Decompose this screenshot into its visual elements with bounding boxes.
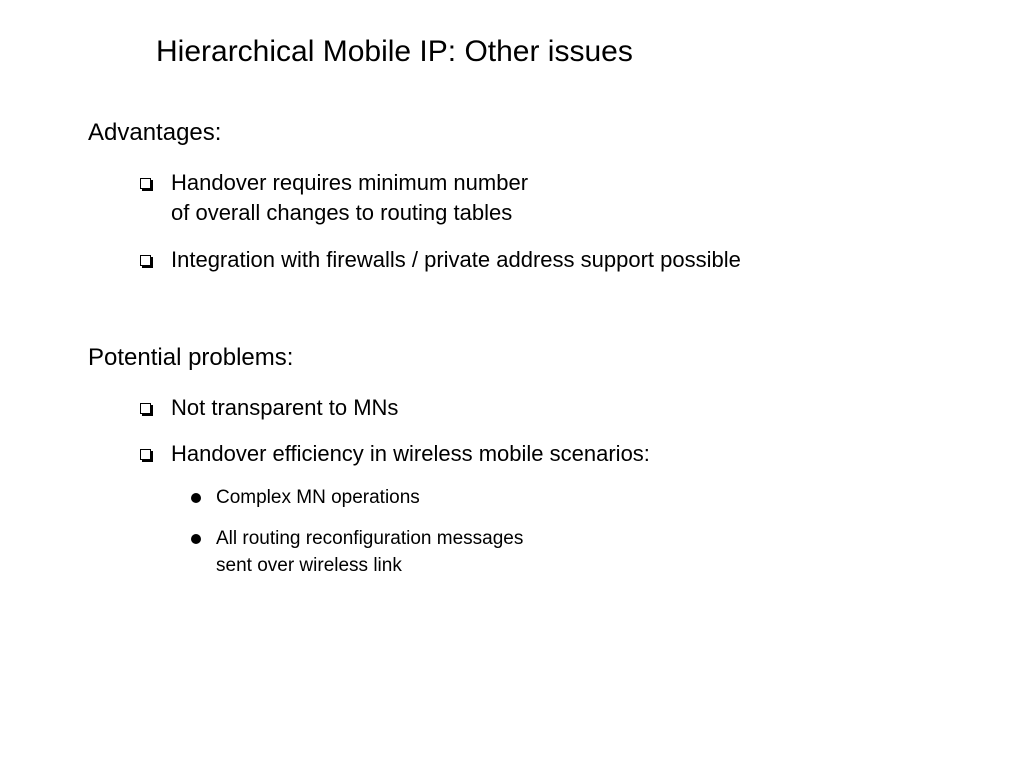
sub-item-text	[216, 484, 420, 511]
round-bullet-icon	[191, 534, 201, 544]
advantages-heading: Advantages:	[88, 119, 222, 146]
sub-item-text	[216, 525, 523, 579]
advantage-item-text	[171, 245, 741, 275]
problem-item-text	[171, 439, 650, 469]
square-bullet-icon	[140, 403, 151, 414]
advantage-item-line: Integration with firewalls / private address support possible	[171, 247, 741, 272]
problems-heading: Potential problems:	[88, 344, 294, 371]
problem-item-line: Handover efficiency in wireless mobile scenarios:	[171, 441, 650, 466]
square-bullet-icon	[140, 449, 151, 460]
advantage-item-text	[171, 168, 528, 228]
sub-item-line: Complex MN operations	[216, 487, 420, 508]
round-bullet-icon	[191, 493, 201, 503]
advantage-item-line: Handover requires minimum number	[171, 170, 529, 195]
slide-title: Hierarchical Mobile IP: Other issues	[156, 35, 633, 68]
square-bullet-icon	[140, 178, 151, 189]
sub-item-line: All routing reconfiguration messages	[216, 528, 524, 549]
sub-item-line: sent over wireless link	[216, 555, 402, 576]
problem-item-line: Not transparent to MNs	[171, 395, 399, 420]
advantage-item-line: of overall changes to routing tables	[171, 200, 513, 225]
square-bullet-icon	[140, 255, 151, 266]
problem-item-text	[171, 393, 398, 423]
